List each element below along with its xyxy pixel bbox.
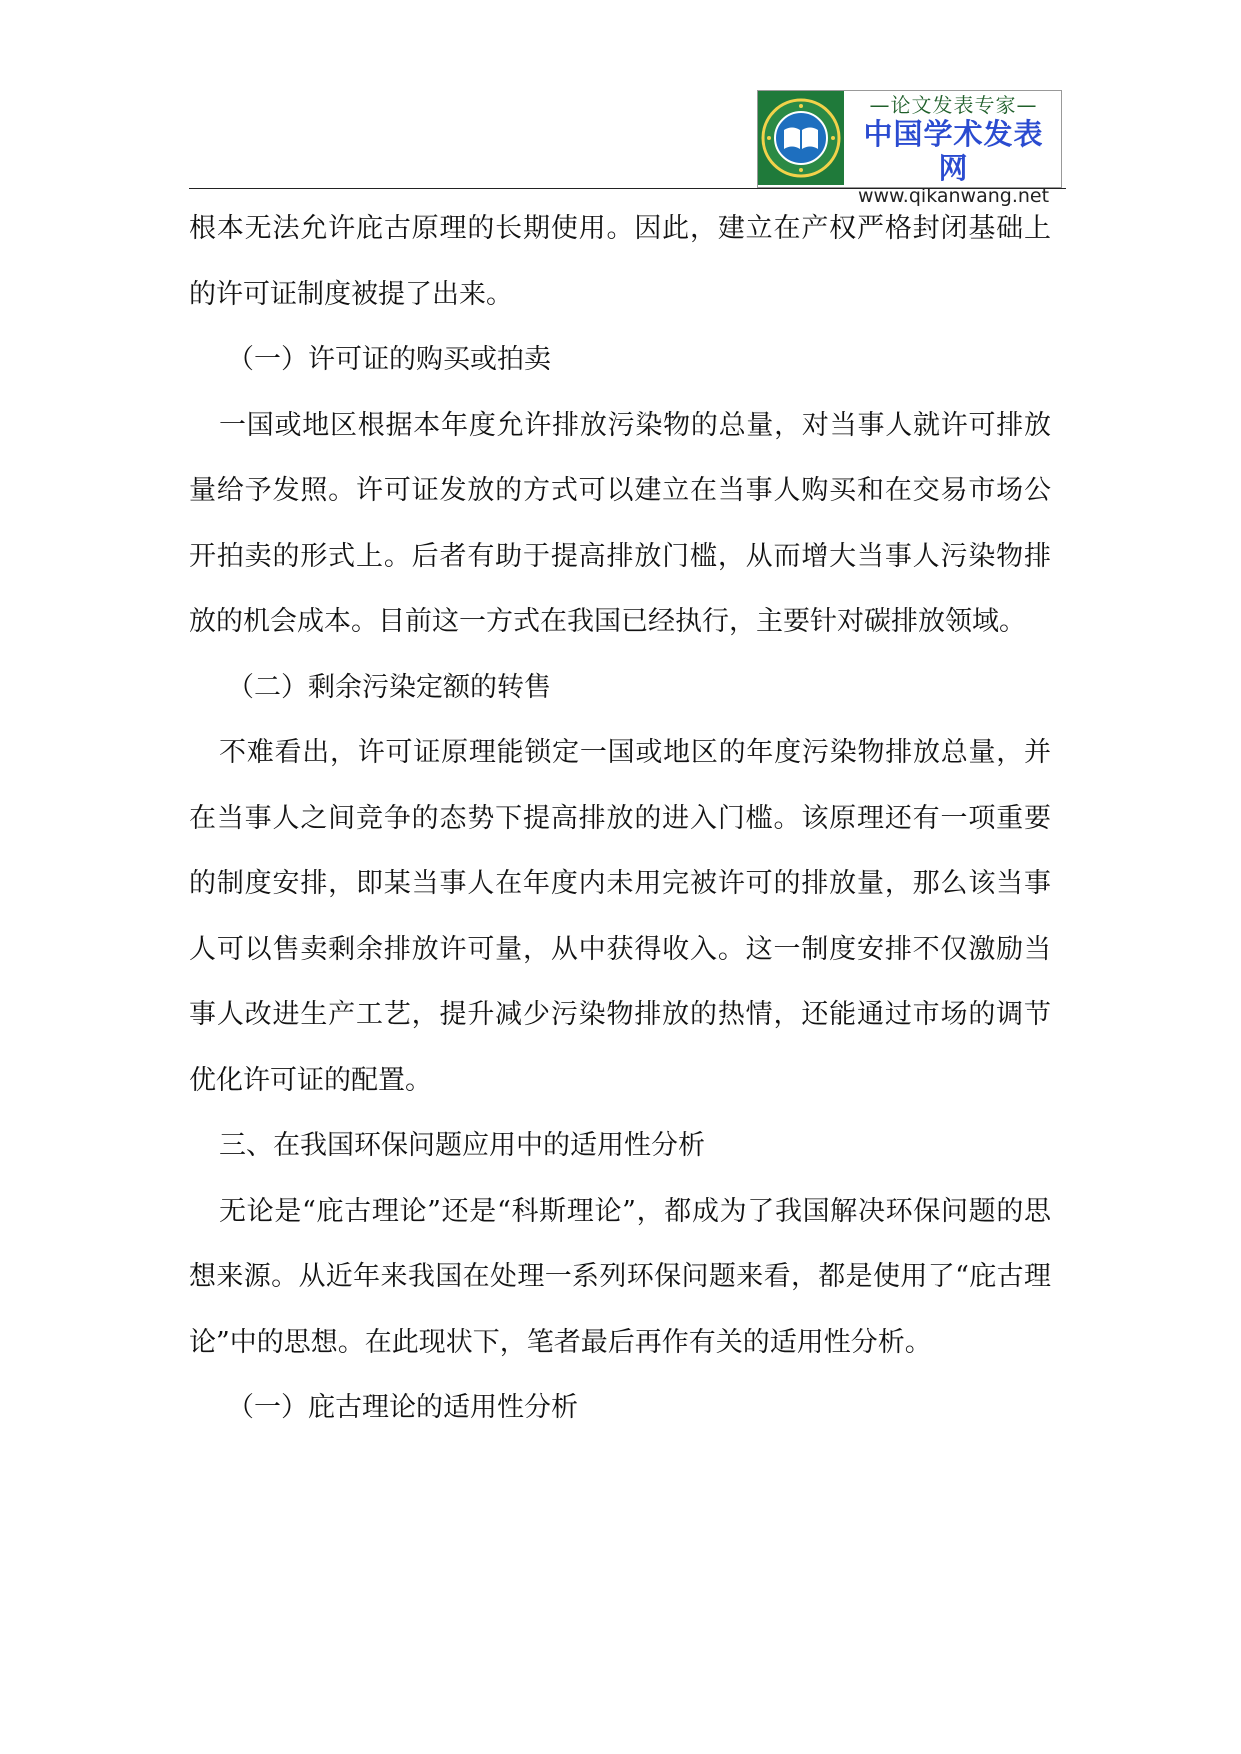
section-heading-applicability: 三、在我国环保问题应用中的适用性分析 [219, 1130, 705, 1161]
paragraph-continuation: 根本无法允许庇古原理的长期使用。因此，建立在产权严格封闭基础上的许可证制度被提了出来。 [189, 213, 1051, 310]
header-divider [189, 188, 1066, 189]
logo-tagline: —论文发表专家— [869, 93, 1038, 117]
subheading-license-purchase: （一）许可证的购买或拍卖 [227, 344, 551, 375]
paragraph-license-issuance: 一国或地区根据本年度允许排放污染物的总量，对当事人就许可排放量给予发照。许可证发放的方式可以建立在当事人购买和在交易市场公开拍卖的形式上。后者有助于提高排放门槛，从而增大当事人污染物排放的机会成本。目前这一方式在我国已经执行，主要针对碳排放领域。 [189, 409, 1051, 637]
logo-url: www.qikanwang.net [857, 185, 1050, 207]
subheading-pigou-applicability: （一）庇古理论的适用性分析 [227, 1392, 578, 1423]
document-body [189, 196, 1051, 1441]
logo-text-block [844, 91, 1061, 207]
paragraph-theory-sources: 无论是“庇古理论”还是“科斯理论”，都成为了我国解决环保问题的思想来源。从近年来我国在处理一系列环保问题来看，都是使用了“庇古理论”中的思想。在此现状下，笔者最后再作有关的适用性分析。 [189, 1195, 1051, 1358]
logo-site-name: 中国学术发表网 [863, 117, 1044, 185]
publisher-logo [757, 90, 1062, 207]
book-seal-icon [760, 97, 842, 179]
seal-emblem-icon [758, 91, 844, 185]
paragraph-license-principle: 不难看出，许可证原理能锁定一国或地区的年度污染物排放总量，并在当事人之间竞争的态势下提高排放的进入门槛。该原理还有一项重要的制度安排，即某当事人在年度内未用完被许可的排放量，那么该当事人可以售卖剩余排放许可量，从中获得收入。这一制度安排不仅激励当事人改进生产工艺，提升减少污染物排放的热情，还能通过市场的调节优化许可证的配置。 [189, 737, 1051, 1096]
subheading-quota-resale: （二）剩余污染定额的转售 [227, 671, 551, 703]
